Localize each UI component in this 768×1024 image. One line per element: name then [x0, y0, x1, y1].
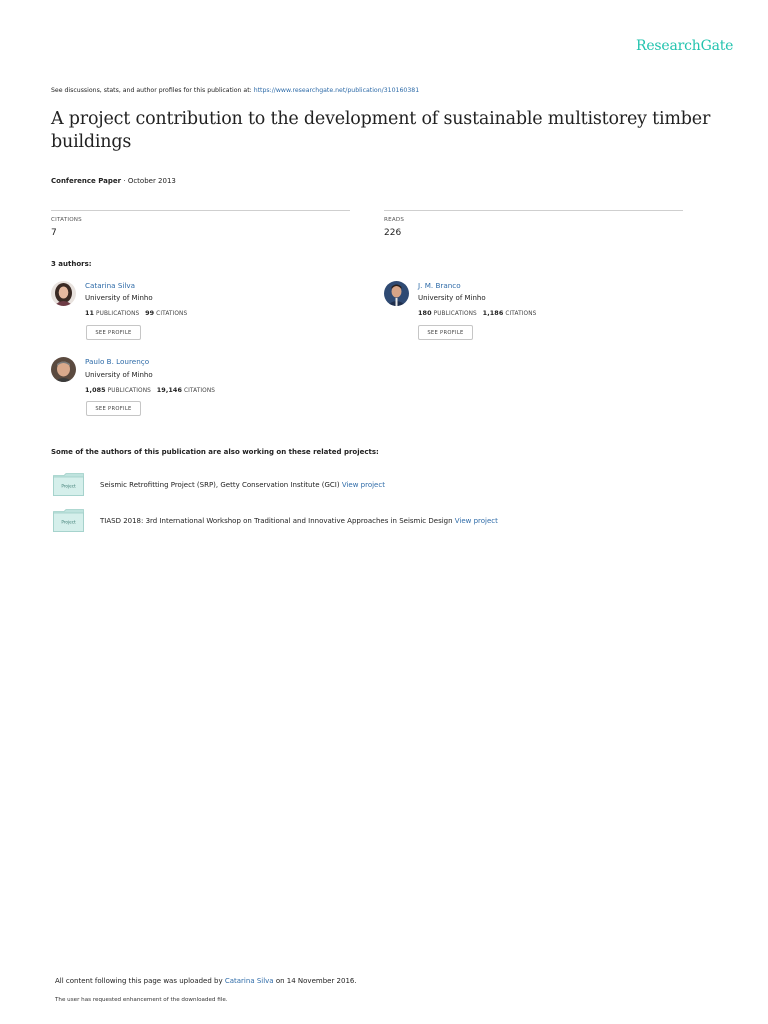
project-item [100, 481, 385, 489]
project-folder-icon [53, 473, 84, 496]
author-affiliation: University of Minho [85, 371, 153, 379]
related-projects-heading: Some of the authors of this publication are also working on these related projects: [51, 448, 379, 456]
citations-label: CITATIONS [505, 311, 537, 317]
project-folder-icon [53, 509, 84, 532]
publications-label: PUBLICATIONS [107, 388, 151, 394]
author-photo-icon[interactable] [51, 281, 76, 306]
upload-suffix: on 14 November 2016. [273, 977, 357, 985]
discussion-text: See discussions, stats, and author profiles for this publication at: [51, 87, 254, 94]
author-stats [418, 309, 536, 317]
see-profile-button[interactable]: SEE PROFILE [86, 325, 141, 340]
publications-label: PUBLICATIONS [433, 311, 477, 317]
reads-label: READS [384, 217, 405, 223]
see-profile-button[interactable]: SEE PROFILE [86, 401, 141, 416]
author-affiliation: University of Minho [418, 294, 486, 302]
author-photo-icon[interactable] [51, 357, 76, 382]
publication-count: 1,085 [85, 386, 106, 394]
project-title: TIASD 2018: 3rd International Workshop on Traditional and Innovative Approaches in Seismic Design [100, 517, 455, 525]
citations-label: CITATIONS [51, 217, 82, 223]
publication-count: 180 [418, 309, 432, 317]
publication-type: Conference Paper [51, 177, 122, 185]
see-profile-button[interactable]: SEE PROFILE [418, 325, 473, 340]
publication-count: 11 [85, 309, 95, 317]
author-name-link[interactable]: Paulo B. Lourenço [85, 357, 150, 366]
citations-label: CITATIONS [156, 311, 188, 317]
citation-count: 99 [145, 309, 155, 317]
view-project-link[interactable]: View project [341, 481, 385, 489]
author-photo-icon[interactable] [384, 281, 409, 306]
discussion-line [51, 87, 419, 94]
author-stats [85, 386, 215, 394]
enhancement-note: The user has requested enhancement of the downloaded file. [55, 997, 228, 1003]
upload-note [55, 977, 357, 985]
upload-prefix: All content following this page was uploaded by [55, 977, 225, 985]
project-item [100, 517, 498, 525]
author-name-link[interactable]: Catarina Silva [85, 281, 136, 290]
reads-divider [384, 210, 683, 211]
project-icon-label: Project [61, 483, 76, 489]
publication-url-link[interactable]: https://www.researchgate.net/publication/310160381 [253, 87, 420, 94]
reads-value: 226 [384, 228, 402, 238]
author-name-link[interactable]: J. M. Branco [418, 281, 461, 290]
citations-divider [51, 210, 350, 211]
project-icon-label: Project [61, 519, 76, 525]
citations-value: 7 [51, 228, 57, 238]
citations-label: CITATIONS [183, 388, 216, 394]
publications-label: PUBLICATIONS [96, 311, 140, 317]
citation-count: 19,146 [156, 386, 183, 394]
researchgate-logo[interactable]: ResearchGate [636, 38, 734, 54]
author-stats [85, 309, 187, 317]
page-title: A project contribution to the development of sustainable multistorey timber buildings [51, 109, 711, 152]
authors-heading: 3 authors: [51, 260, 92, 268]
date-separator: · [121, 177, 128, 185]
project-title: Seismic Retrofitting Project (SRP), Getty Conservation Institute (GCI) [100, 481, 342, 489]
author-affiliation: University of Minho [85, 294, 153, 302]
view-project-link[interactable]: View project [454, 517, 498, 525]
citation-count: 1,186 [482, 309, 504, 317]
publication-type-line [51, 177, 176, 185]
publication-date: October 2013 [127, 177, 176, 185]
uploader-link[interactable]: Catarina Silva [224, 977, 274, 985]
